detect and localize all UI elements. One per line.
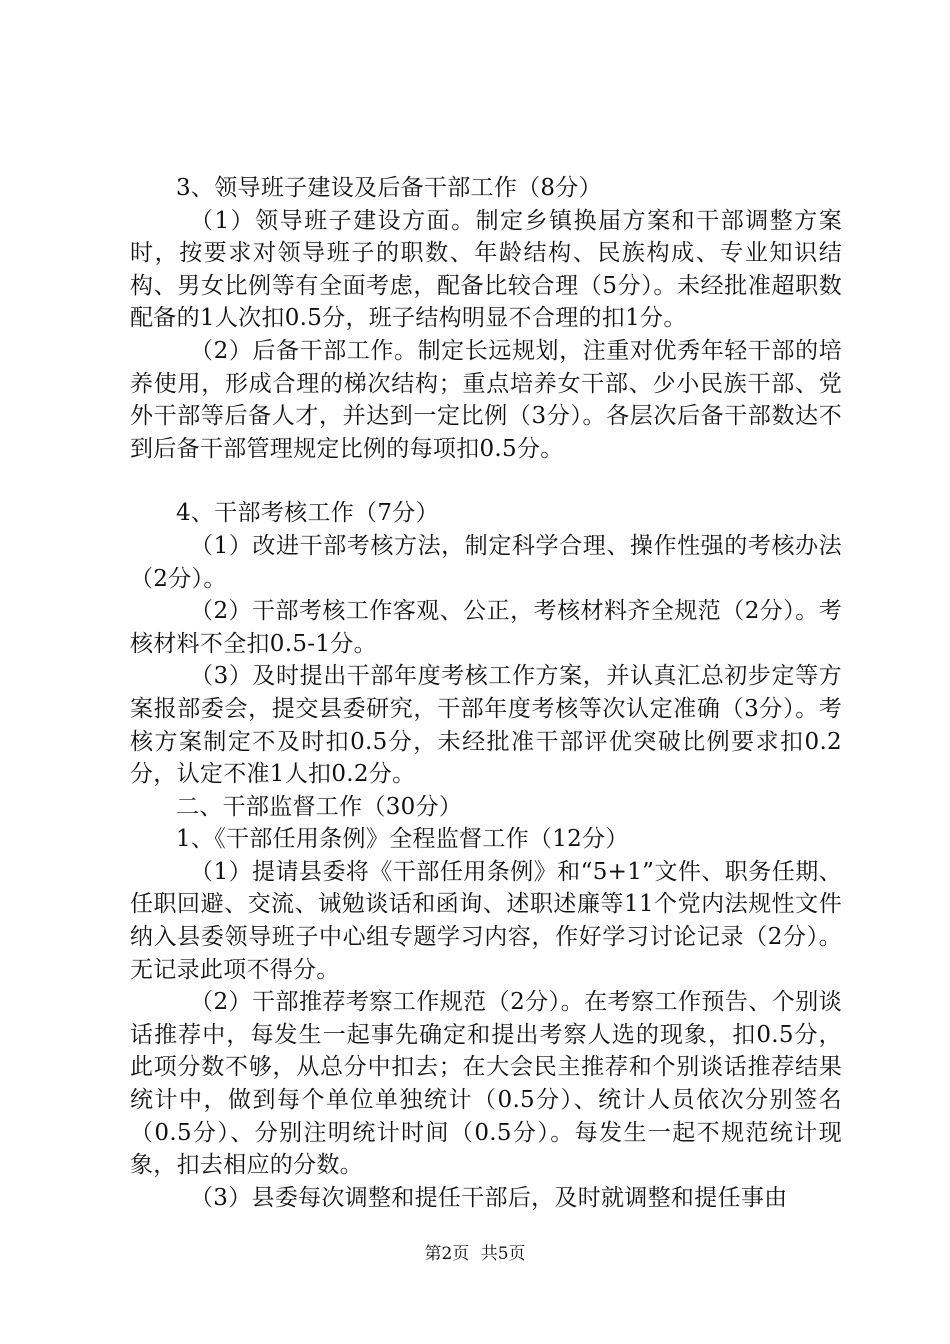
section-heading-supervision: 二、干部监督工作（30分） — [176, 793, 463, 820]
paragraph-assessment-objective: （2）干部考核工作客观、公正，考核材料齐全规范（2分）。考核材料不全扣0.5-1分。 — [130, 598, 842, 657]
page-footer — [0, 1243, 950, 1265]
paragraph-study-regulations: （1）提请县委将《干部任用条例》和“5+1”文件、职务任期、任职回避、交流、诫勉谈话和函询、述职述廉等11个党内法规性文件纳入县委领导班子中心组专题学习内容，作好学习讨论记录（2分）。无记录此项不得分。 — [130, 858, 842, 983]
document-body — [130, 172, 842, 1214]
page-number-total: 共5页 — [480, 1244, 526, 1264]
section-heading-4: 4、干部考核工作（7分） — [176, 500, 439, 527]
page-number-current: 第2页 — [424, 1244, 470, 1264]
paragraph-gap — [130, 465, 842, 497]
paragraph-assessment-method: （1）改进干部考核方法，制定科学合理、操作性强的考核办法（2分）。 — [130, 532, 842, 592]
section-heading-3: 3、领导班子建设及后备干部工作（8分） — [176, 175, 602, 201]
paragraph-leadership: （1）领导班子建设方面。制定乡镇换届方案和干部调整方案时，按要求对领导班子的职数、年龄结构、民族构成、专业知识结构、男女比例等有全面考虑，配备比较合理（5分）。未经批准超职数配备的1人次扣0.5分，班子结构明显不合理的扣1分。 — [130, 207, 842, 332]
paragraph-recommendation-inspection: （2）干部推荐考察工作规范（2分）。在考察工作预告、个别谈话推荐中，每发生一起事先确定和提出考察人选的现象，扣0.5分，此项分数不够，从总分中扣去；在大会民主推荐和个别谈话推荐结果统计中，做到每个单位单独统计（0.5分）、统计人员依次分别签名（0.5分）、分别注明统计时间（0.5分）。每发生一起不规范统计现象，扣去相应的分数。 — [130, 989, 842, 1179]
paragraph-annual-assessment: （3）及时提出干部年度考核工作方案，并认真汇总初步定等方案报部委会，提交县委研究，干部年度考核等次认定准确（3分）。考核方案制定不及时扣0.5分，未经批准干部评优突破比例要求扣0.2分，认定不准1人扣0.2分。 — [130, 663, 842, 788]
paragraph-adjustment-promotion: （3）县委每次调整和提任干部后，及时就调整和提任事由 — [190, 1184, 788, 1211]
subsection-heading-regulations: 1、《干部任用条例》全程监督工作（12分） — [176, 826, 629, 853]
paragraph-reserve-cadres: （2）后备干部工作。制定长远规划，注重对优秀年轻干部的培养使用，形成合理的梯次结构；重点培养女干部、少小民族干部、党外干部等后备人才，并达到一定比例（3分）。各层次后备干部数达不到后备干部管理规定比例的每项扣0.5分。 — [130, 337, 842, 462]
